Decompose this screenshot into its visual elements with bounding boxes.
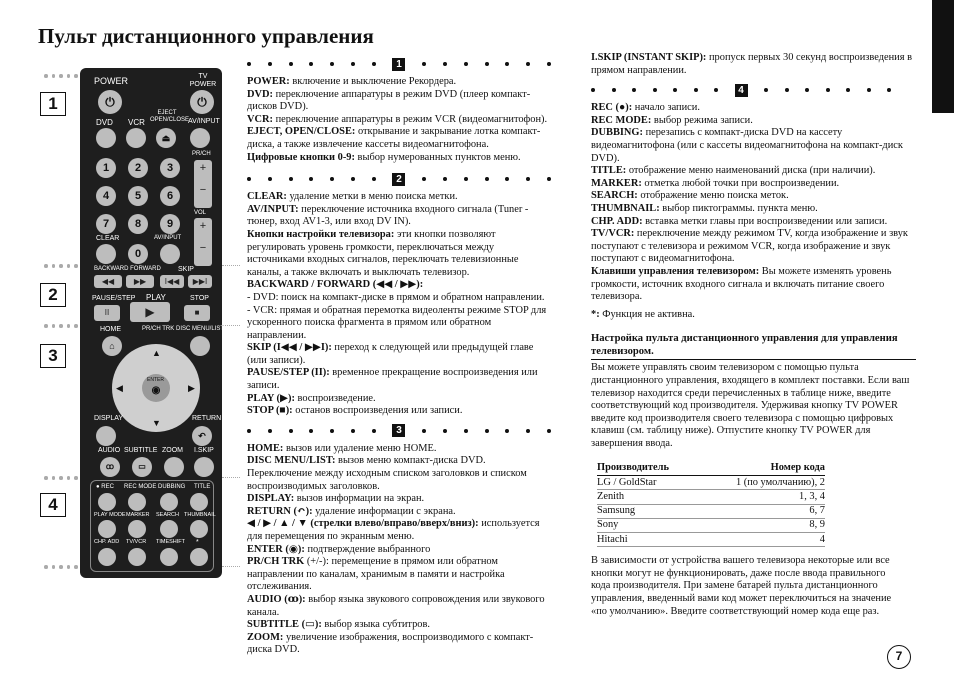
section-divider-3 — [247, 424, 551, 438]
list-item: BACKWARD / FORWARD (◀◀ / ▶▶): — [247, 279, 424, 291]
title-button — [190, 493, 208, 511]
manufacturer-code-table — [597, 461, 825, 548]
column-header: Производитель — [597, 461, 699, 476]
section-label-3: 3 — [40, 344, 66, 368]
list-item: DISPLAY: вызов информации на экран. — [247, 493, 425, 505]
subtitle-label: SUBTITLE — [124, 447, 158, 454]
list-item: TITLE: отображение меню наименований диска (при наличии). — [591, 165, 876, 177]
dot-leader — [222, 325, 240, 326]
table-header-row — [597, 461, 825, 476]
digit-button-0: 0 — [128, 244, 148, 264]
stop-label: STOP — [190, 295, 209, 302]
section-divider-2 — [247, 172, 551, 186]
list-item: REC MODE: выбор режима записи. — [591, 114, 753, 126]
backward-forward-label: BACKWARD FORWARD — [94, 266, 161, 272]
section-4-list — [591, 102, 916, 304]
dot-leader — [222, 477, 240, 478]
list-item: HOME: вызов или удаление меню HOME. — [247, 442, 437, 454]
rec-mode-button — [128, 493, 146, 511]
down-arrow-icon: ▼ — [152, 418, 161, 428]
eject-label: EJECT OPEN/CLOSE — [150, 110, 190, 123]
pr-ch-rocker: + − — [194, 160, 212, 208]
digit-button-3: 3 — [160, 158, 180, 178]
section-divider-4 — [591, 83, 891, 97]
forward-icon: ▶▶ — [126, 275, 154, 288]
dvd-button — [96, 128, 116, 148]
home-label: HOME — [100, 326, 121, 333]
list-item: Клавиши управления телевизором: Вы можете изменять уровень громкости, источник входного сигнала и включать питание своего телевизора. — [591, 265, 892, 303]
list-item: VCR: переключение аппаратуры в режим VCR (видеомагнитофон). — [247, 113, 548, 125]
marker-label: MARKER — [126, 512, 150, 518]
section-number-4: 4 — [735, 84, 748, 97]
star-label: * — [196, 539, 199, 546]
enter-label: ENTER — [147, 377, 164, 383]
iskip-button — [194, 457, 214, 477]
dubbing-button — [160, 493, 178, 511]
digit-button-1: 1 — [96, 158, 116, 178]
section-3-list — [247, 443, 551, 657]
section-2-list — [247, 191, 551, 418]
footnote: *: Функция не активна. — [591, 308, 695, 320]
skip-back-icon: I◀◀ — [160, 275, 184, 288]
timeshift-label: TIMESHIFT — [156, 539, 186, 545]
audio-label: AUDIO — [98, 447, 121, 454]
skip-forward-icon: ▶▶I — [188, 275, 212, 288]
left-arrow-icon: ◀ — [116, 383, 123, 393]
vol-label: VOL — [194, 210, 207, 216]
section-divider-1 — [247, 57, 551, 71]
rec-mode-label: REC MODE — [124, 484, 157, 490]
disc-menu-button — [190, 336, 210, 356]
list-item: AUDIO (ꝏ): выбор языка звукового сопровождения или звукового канала. — [247, 593, 545, 618]
vcr-label: VCR — [128, 118, 145, 127]
column-2 — [591, 52, 916, 618]
table-row: Sony 8, 9 — [597, 518, 825, 532]
list-item: PAUSE/STEP (II): временное прекращение воспроизведения или записи. — [247, 367, 538, 392]
column-header: Номер кода — [699, 461, 825, 476]
play-mode-label: PLAY MODE — [94, 512, 126, 518]
dot-leader — [222, 265, 240, 266]
list-item: DUBBING: перезапись с компакт-диска DVD на кассету видеомагнитофона (или с кассеты видеомагнитофона на компакт-диск DVD). — [591, 127, 903, 164]
list-item: DISC MENU/LIST: вызов меню компакт-диска DVD. Переключение между исходным списком заголовков и списком воспроизводимых заголовков. — [247, 455, 527, 492]
section-label-1: 1 — [40, 92, 66, 116]
backward-icon: ◀◀ — [94, 275, 122, 288]
setup-heading: Настройка пульта дистанционного управления для управления телевизором. — [591, 333, 916, 360]
digit-button-8: 8 — [128, 214, 148, 234]
disc-menu-label: DISC MENU/LIST — [176, 326, 225, 332]
list-item: CHP. ADD: вставка метки главы при воспроизведении или записи. — [591, 215, 888, 227]
av-input-label: AV/INPUT — [188, 118, 220, 125]
list-item: REC (●): начало записи. — [591, 102, 700, 114]
page-edge-tab — [932, 0, 954, 113]
closing-text: В зависимости от устройства вашего телевизора некоторые или все кнопки могут не функционировать, даже после ввода правильного кода производителя. При замене батарей пульта дистанционного управления, введенный вами код может переключиться на значение «по умолчанию». Введите соответствующий номер кода еще раз. — [591, 555, 892, 617]
pr-ch-label: PR/CH — [192, 151, 211, 157]
dot-leader — [44, 324, 85, 328]
page-number: 7 — [887, 645, 911, 669]
section-label-4: 4 — [40, 493, 66, 517]
chp-add-button — [98, 548, 116, 566]
timeshift-button — [160, 548, 178, 566]
rec-button — [98, 493, 116, 511]
list-item: TV/VCR: переключение между режимом TV, когда изображение и звук поступают с телевизора и режимом VCR, когда изображение и звук поступают с видеомагнитофона. — [591, 228, 908, 265]
list-item: RETURN (↶): удаление информации с экрана. — [247, 505, 456, 517]
star-button — [190, 548, 208, 566]
play-mode-button — [98, 520, 116, 538]
return-label: RETURN — [192, 415, 222, 422]
dot-leader — [44, 264, 85, 268]
tv-vcr-label: TV/VCR — [126, 539, 147, 545]
thumbnail-label: THUMBNAIL — [184, 512, 216, 518]
dot-leader — [44, 74, 85, 78]
list-item: SEARCH: отображение меню поиска меток. — [591, 190, 789, 202]
vcr-button — [126, 128, 146, 148]
column-1 — [247, 54, 551, 657]
list-item: CLEAR: удаление метки в меню поиска метки. — [247, 191, 458, 203]
digit-button-4: 4 — [96, 186, 116, 206]
list-item: SUBTITLE (▭): выбор языка субтитров. — [247, 619, 430, 631]
av-input-button — [190, 128, 210, 148]
digit-button-9: 9 — [160, 214, 180, 234]
page-title: Пульт дистанционного управления — [38, 24, 374, 48]
iskip-label: I.SKIP — [194, 447, 214, 454]
list-item: DVD: переключение аппаратуры в режим DVD (плеер компакт-дисков DVD). — [247, 88, 531, 113]
power-button: ⏻ — [98, 90, 122, 114]
dot-leader — [44, 565, 85, 569]
section-number-2: 2 — [392, 173, 405, 186]
list-item: ENTER (◉): подтверждение выбранного — [247, 543, 431, 555]
table-row: Hitachi 4 — [597, 533, 825, 547]
display-button — [96, 426, 116, 446]
section-1-list — [247, 76, 551, 164]
pause-icon: II — [94, 305, 120, 321]
section-number-1: 1 — [392, 58, 405, 71]
av-input2-label: AV/INPUT — [154, 235, 182, 241]
home-button: ⌂ — [102, 336, 122, 356]
digit-button-7: 7 — [96, 214, 116, 234]
right-arrow-icon: ▶ — [188, 383, 195, 393]
list-item: ◀ / ▶ / ▲ / ▼ (стрелки влево/вправо/вверх/вниз): используется для перемещения по экранным меню. — [247, 518, 540, 542]
rec-label: ● REC — [96, 484, 114, 490]
dubbing-label: DUBBING — [158, 484, 186, 490]
zoom-button — [164, 457, 184, 477]
list-item: THUMBNAIL: выбор пиктограммы. пункта меню. — [591, 202, 818, 214]
remote-control-illustration — [80, 68, 225, 578]
dot-leader — [44, 476, 85, 480]
play-label: PLAY — [146, 293, 166, 302]
return-icon: ↶ — [192, 426, 212, 446]
marker-button — [128, 520, 146, 538]
vol-rocker: + − — [194, 218, 212, 266]
digit-button-6: 6 — [160, 186, 180, 206]
thumbnail-button — [190, 520, 208, 538]
clear-label: CLEAR — [96, 235, 120, 242]
dot-leader — [222, 566, 240, 567]
audio-icon: ꝏ — [100, 457, 120, 477]
list-item: - VCR: прямая и обратная перемотка видеоленты режиме STOP для ускоренного поиска фрагмента в прямом или обратном направлении. — [247, 304, 547, 341]
skip-label: SKIP — [178, 266, 194, 273]
title-label: TITLE — [194, 484, 211, 490]
enter-button: ◉ — [142, 374, 170, 402]
section-label-2: 2 — [40, 283, 66, 307]
clear-button — [96, 244, 116, 264]
list-item: - DVD: поиск на компакт-диске в прямом и обратном направлении. — [247, 291, 545, 303]
list-item: ZOOM: увеличение изображения, воспроизводимого с компакт-диска DVD. — [247, 631, 534, 656]
search-label: SEARCH — [156, 512, 179, 518]
list-item: EJECT, OPEN/CLOSE: открывание и закрывание лотка компакт-диска, а также извлечение кассеты видеомагнитофона. — [247, 126, 541, 150]
list-item: Цифровые кнопки 0-9: выбор нумерованных пунктов меню. — [247, 151, 521, 163]
power-label: POWER — [94, 76, 129, 86]
digit-button-5: 5 — [128, 186, 148, 206]
table-row: LG / GoldStar 1 (по умолчанию), 2 — [597, 476, 825, 490]
dvd-label: DVD — [96, 118, 113, 127]
list-item: PR/CH TRK (+/-): перемещение в прямом или обратном направлении по каналам, хранимым в памяти и настройка отслеживания. — [247, 556, 505, 593]
up-arrow-icon: ▲ — [152, 348, 161, 358]
zoom-label: ZOOM — [162, 447, 183, 454]
tv-power-label: TV POWER — [189, 73, 217, 88]
list-item: PLAY (▶): воспроизведение. — [247, 392, 376, 404]
table-row: Zenith 1, 3, 4 — [597, 490, 825, 504]
stop-icon: ■ — [184, 305, 210, 321]
search-button — [160, 520, 178, 538]
chp-add-label: CHP. ADD — [94, 539, 120, 545]
setup-text: Вы можете управлять своим телевизором с помощью пульта дистанционного управления, входящего в комплект поставки. Если ваш телевизор находится среди перечисленных в таблице ниже, введите соответствующий код производителя. Удерживая кнопку TV POWER введите код производителя своего телевизора с помощью цифровых клавиш (см. таблицу ниже). Отпустите кнопку TV POWER для завершения ввода. — [591, 362, 910, 450]
play-icon: ▶ — [130, 302, 170, 322]
av-input2-button — [160, 244, 180, 264]
subtitle-icon: ▭ — [132, 457, 152, 477]
list-item: MARKER: отметка любой точки при воспроизведении. — [591, 177, 840, 189]
pr-ch-trk-label: PR/CH TRK — [142, 326, 175, 332]
digit-button-2: 2 — [128, 158, 148, 178]
display-label: DISPLAY — [94, 415, 124, 422]
list-item: SKIP (I◀◀ / ▶▶I): переход к следующей или предыдущей главе (или записи). — [247, 342, 534, 366]
list-item: POWER: включение и выключение Рекордера. — [247, 76, 457, 87]
list-item: AV/INPUT: переключение источника входного сигнала (Tuner - тюнер, вход AV1-3, или вход DV IN). — [247, 203, 529, 228]
list-item: STOP (■): останов воспроизведения или записи. — [247, 405, 463, 417]
table-row: Samsung 6, 7 — [597, 504, 825, 518]
eject-icon: ⏏ — [156, 128, 176, 148]
list-item: Кнопки настройки телевизора: эти кнопки позволяют регулировать уровень громкости, переключаться между источниками входных сигналов, переключать телевизионные каналы, а также включать и выключать телевизор. — [247, 228, 519, 278]
pause-step-label: PAUSE/STEP — [92, 295, 136, 302]
list-item: I.SKIP (INSTANT SKIP): пропуск первых 30 секунд воспроизведения в прямом направлении. — [591, 52, 913, 76]
tv-power-button: ⏻ — [190, 90, 214, 114]
tv-vcr-button — [128, 548, 146, 566]
section-number-3: 3 — [392, 424, 405, 437]
